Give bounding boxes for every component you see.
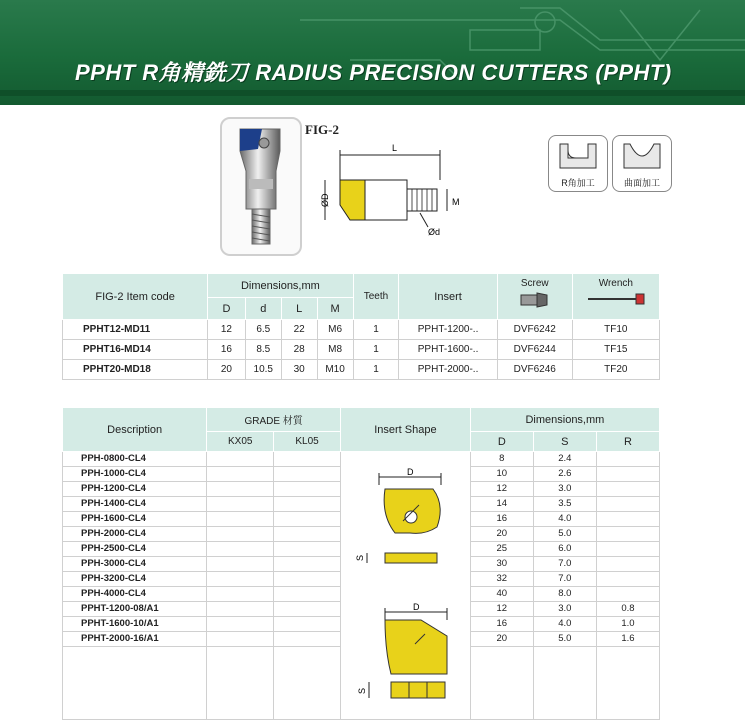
- cell-s: 2.4: [533, 452, 596, 467]
- cell-kl05: [274, 497, 341, 512]
- d-upper-header: D: [208, 298, 246, 320]
- wrench-header: [572, 274, 659, 320]
- dim-L-label: L: [392, 143, 398, 153]
- curved-surface-icon: [620, 140, 664, 172]
- cell-kx05: [207, 467, 274, 482]
- cell-l: 22: [281, 320, 317, 340]
- cell-s: 8.0: [533, 587, 596, 602]
- cell-d: 20: [470, 632, 533, 647]
- cell-m: M10: [317, 360, 353, 380]
- ppht-d-label: D: [413, 602, 420, 612]
- cell-wrench: TF20: [572, 360, 659, 380]
- cell-kl05: [274, 557, 341, 572]
- cell-kl05: [274, 512, 341, 527]
- cell-code: PPHT-2000-16/A1: [63, 632, 207, 647]
- cell-code: PPH-1000-CL4: [63, 467, 207, 482]
- pph-d-label: D: [407, 467, 414, 477]
- m-header: M: [317, 298, 353, 320]
- cell-kx05: [207, 527, 274, 542]
- insert-header: Insert: [399, 274, 497, 320]
- table-row: [63, 360, 660, 380]
- cell-code: PPHT12-MD11: [63, 320, 208, 340]
- description-header: Description: [63, 408, 207, 452]
- cell-code: PPH-4000-CL4: [63, 587, 207, 602]
- curved-surface-label: 曲面加工: [623, 178, 660, 188]
- cell-code: PPH-1600-CL4: [63, 512, 207, 527]
- cell-s: 2.6: [533, 467, 596, 482]
- curved-surface-machining-card: [612, 135, 672, 192]
- cell-s: 7.0: [533, 572, 596, 587]
- cell-d: 12: [470, 602, 533, 617]
- insert-shape-header: Insert Shape: [340, 408, 470, 452]
- cell-code: PPH-2000-CL4: [63, 527, 207, 542]
- cell-code: PPHT-1600-10/A1: [63, 617, 207, 632]
- cell-r: [596, 542, 659, 557]
- filler-cell: [207, 647, 274, 720]
- r-dim-header: R: [596, 432, 659, 452]
- cell-s: 5.0: [533, 632, 596, 647]
- filler-cell: [274, 647, 341, 720]
- cell-insert: PPHT-1200-..: [399, 320, 497, 340]
- cell-kx05: [207, 632, 274, 647]
- cell-kl05: [274, 617, 341, 632]
- kx05-header: KX05: [207, 432, 274, 452]
- cell-code: PPH-2500-CL4: [63, 542, 207, 557]
- cell-d: 10.5: [245, 360, 281, 380]
- d-dim-header: D: [470, 432, 533, 452]
- cutter-photo-image: [222, 119, 300, 254]
- product-photo: [220, 117, 302, 256]
- filler-cell: [63, 647, 207, 720]
- cell-d: 32: [470, 572, 533, 587]
- ppht-insert-shape: [355, 600, 455, 704]
- ppht-s-label: S: [357, 687, 367, 694]
- dimensions-header: Dimensions,mm: [208, 274, 353, 298]
- r-corner-label: R角加工: [561, 178, 595, 188]
- cell-kx05: [207, 512, 274, 527]
- grade-header: GRADE 材質: [207, 408, 341, 432]
- cell-code: PPH-3000-CL4: [63, 557, 207, 572]
- cell-code: PPH-3200-CL4: [63, 572, 207, 587]
- cell-d: 10: [470, 467, 533, 482]
- s-dim-header: S: [533, 432, 596, 452]
- cell-s: 3.0: [533, 482, 596, 497]
- cell-d: 6.5: [245, 320, 281, 340]
- cell-r: [596, 467, 659, 482]
- banner-stripe: [0, 90, 745, 96]
- cell-r: 0.8: [596, 602, 659, 617]
- cell-kx05: [207, 617, 274, 632]
- cell-kl05: [274, 632, 341, 647]
- cell-code: PPHT-1200-08/A1: [63, 602, 207, 617]
- table-row: [63, 340, 660, 360]
- cell-kx05: [207, 482, 274, 497]
- cell-r: 1.6: [596, 632, 659, 647]
- cell-code: PPHT20-MD18: [63, 360, 208, 380]
- cell-screw: DVF6242: [497, 320, 572, 340]
- pph-insert-shape: [355, 465, 455, 575]
- screw-header: [497, 274, 572, 320]
- cell-d: 8.5: [245, 340, 281, 360]
- cell-d: 12: [470, 482, 533, 497]
- cell-kx05: [207, 452, 274, 467]
- cell-s: 4.0: [533, 512, 596, 527]
- cell-m: M6: [317, 320, 353, 340]
- cell-code: PPHT16-MD14: [63, 340, 208, 360]
- dim-D-label: ØD: [320, 193, 330, 207]
- cell-code: PPH-1400-CL4: [63, 497, 207, 512]
- cell-code: PPH-1200-CL4: [63, 482, 207, 497]
- cell-teeth: 1: [353, 340, 399, 360]
- fig-label: FIG-2: [305, 122, 339, 137]
- filler-cell: [470, 647, 533, 720]
- cell-teeth: 1: [353, 360, 399, 380]
- cell-kl05: [274, 572, 341, 587]
- cell-code: PPH-0800-CL4: [63, 452, 207, 467]
- cell-d: 16: [470, 617, 533, 632]
- filler-cell: [596, 647, 659, 720]
- cell-d: 25: [470, 542, 533, 557]
- page-title: PPHT R角精銑刀 RADIUS PRECISION CUTTERS (PPHT): [75, 60, 672, 85]
- wrench-icon: [586, 291, 646, 307]
- cutter-spec-table: [62, 273, 660, 380]
- r-corner-machining-card: [548, 135, 608, 192]
- dim-d-label: Ød: [428, 227, 441, 237]
- cell-kx05: [207, 572, 274, 587]
- cell-r: [596, 452, 659, 467]
- cell-wrench: TF10: [572, 320, 659, 340]
- cell-s: 3.5: [533, 497, 596, 512]
- cell-wrench: TF15: [572, 340, 659, 360]
- cell-d: 8: [470, 452, 533, 467]
- cell-r: [596, 497, 659, 512]
- cell-s: 4.0: [533, 617, 596, 632]
- cutter-technical-drawing: [300, 135, 480, 245]
- wrench-label: Wrench: [598, 278, 633, 289]
- cell-r: [596, 512, 659, 527]
- cell-kl05: [274, 602, 341, 617]
- cell-kx05: [207, 557, 274, 572]
- dimensions-header-2: Dimensions,mm: [470, 408, 659, 432]
- cell-d: 14: [470, 497, 533, 512]
- cell-s: 7.0: [533, 557, 596, 572]
- cell-d: 20: [208, 360, 246, 380]
- screw-icon: [519, 291, 551, 309]
- cell-m: M8: [317, 340, 353, 360]
- cell-d: 16: [470, 512, 533, 527]
- d-lower-header: d: [245, 298, 281, 320]
- cell-l: 28: [281, 340, 317, 360]
- cell-d: 12: [208, 320, 246, 340]
- cell-kx05: [207, 542, 274, 557]
- cell-kl05: [274, 467, 341, 482]
- cell-insert: PPHT-1600-..: [399, 340, 497, 360]
- cell-s: 5.0: [533, 527, 596, 542]
- filler-cell: [533, 647, 596, 720]
- kl05-header: KL05: [274, 432, 341, 452]
- dim-M-label: M: [452, 197, 460, 207]
- cell-kl05: [274, 452, 341, 467]
- cell-s: 3.0: [533, 602, 596, 617]
- cell-kl05: [274, 527, 341, 542]
- cell-l: 30: [281, 360, 317, 380]
- l-header: L: [281, 298, 317, 320]
- cell-r: [596, 572, 659, 587]
- cell-teeth: 1: [353, 320, 399, 340]
- pph-s-label: S: [355, 554, 365, 561]
- teeth-header: Teeth: [353, 274, 399, 320]
- cell-kx05: [207, 602, 274, 617]
- cell-r: [596, 587, 659, 602]
- cell-r: [596, 482, 659, 497]
- r-corner-icon: [556, 140, 600, 172]
- table-row: [63, 320, 660, 340]
- cell-insert: PPHT-2000-..: [399, 360, 497, 380]
- item-code-header: FIG-2 Item code: [63, 274, 208, 320]
- cell-d: 30: [470, 557, 533, 572]
- cell-kx05: [207, 587, 274, 602]
- header-banner: [0, 0, 745, 105]
- cell-screw: DVF6246: [497, 360, 572, 380]
- screw-label: Screw: [520, 278, 549, 289]
- cell-r: [596, 557, 659, 572]
- cell-d: 20: [470, 527, 533, 542]
- cell-screw: DVF6244: [497, 340, 572, 360]
- cell-kx05: [207, 497, 274, 512]
- cell-d: 16: [208, 340, 246, 360]
- cell-kl05: [274, 542, 341, 557]
- cell-kl05: [274, 482, 341, 497]
- cell-r: 1.0: [596, 617, 659, 632]
- cell-kl05: [274, 587, 341, 602]
- cell-r: [596, 527, 659, 542]
- cell-s: 6.0: [533, 542, 596, 557]
- cell-d: 40: [470, 587, 533, 602]
